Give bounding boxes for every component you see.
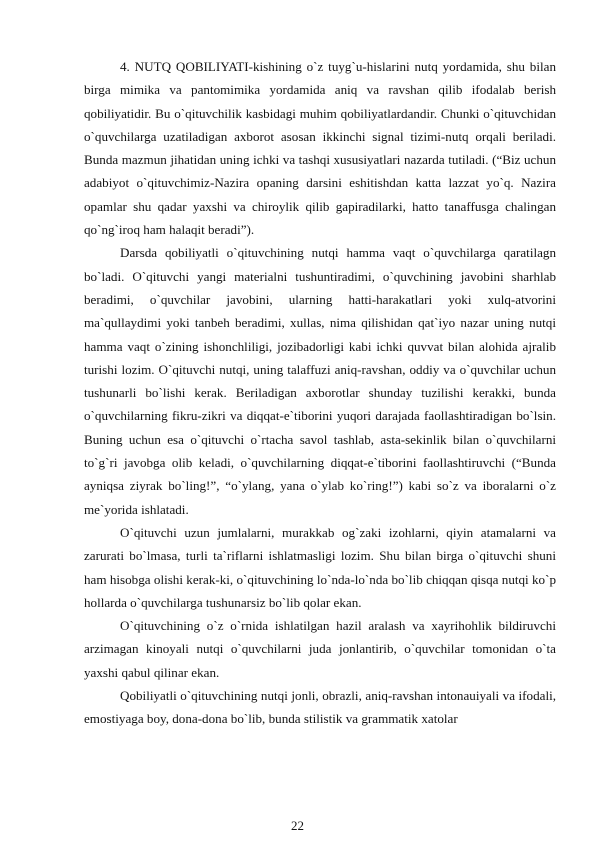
paragraph-humor-in-speech: O`qituvchining o`z o`rnida ishlatilgan hazil aralash va xayrihohlik bildiruvchi arzimagan kinoyali nutqi o`quvchilarni juda jonlantirib, o`quvchilar tomonidan o`ta yaxshi qabul qilinar ekan. [84,618,556,680]
paragraph-teacher-speech-in-class: Darsda qobiliyatli o`qituvchining nutqi hamma vaqt o`quvchilarga qaratilagn bo`ladi. O`qituvchi yangi materialni tushuntiradimi, o`quvchining javobini sharhlab beradimi, o`quvchilar javobini, ularning hatti-harakatlari yoki xulq-atvorini ma`qullaydimi yoki tanbeh beradimi, xullas, nima qilishidan qat`iyo nazar uning nutqi hamma vaqt o`zining ishonchliligi, jozibadorligi kabi ichki quvvat bilan alohida ajralib turishi lozim. O`qituvchi nutqi, uning talaffuzi aniq-ravshan, oddiy va o`quvchilar uchun tushunarli bo`lishi kerak. Beriladigan axborotlar shunday tuzilishi kerakki, bunda o`quvchilarning fikru-zikri va diqqat-e`tiborini yuqori darajada faollashtiradigan bo`lsin. Buning uchun esa o`qituvchi o`rtacha savol tashlab, asta-sekinlik bilan o`quvchilarni to`g`ri javobga olib keladi, o`quvchilarning diqqat-e`tiborini faollashtiruvchi (“Bunda ayniqsa ziyrak bo`ling!”, “o`ylang, yana o`ylab ko`ring!”) kabi so`z va iboralarni o`z me`yorida ishlatadi. [84,245,556,517]
page-number: 22 [291,818,304,833]
paragraph-speech-ability: 4. NUTQ QOBILIYATI-kishining o`z tuyg`u-hislarini nutq yordamida, shu bilan birga mimika va pantomimika yordamida aniq va ravshan qilib ifodalab berish qobiliyatidir. Bu o`qituvchilik kasbidagi muhim qobiliyatlardandir. Chunki o`qituvchidan o`quvchilarga uzatiladigan axborot asosan ikkinchi signal tizimi-nutq orqali beriladi. Bunda mazmun jihatidan uning ichki va tashqi xususiyatlari nazarda tutiladi. (“Biz uchun adabiyot o`qituvchimiz-Nazira opaning darsini eshitishdan katta lazzat yo`q. Nazira opamlar shu qadar yaxshi va chiroylik qilib gapiradilarki, hatto tanaffusga chalingan qo`ng`iroq ham halaqit beradi”). [84,59,556,238]
paragraph-avoid-long-sentences: O`qituvchi uzun jumlalarni, murakkab og`zaki izohlarni, qiyin atamalarni va zarurati bo`lmasa, turli ta`riflarni ishlatmasligi lozim. Shu bilan birga o`qituvchi shuni ham hisobga olishi kerak-ki, o`qituvchining lo`nda-lo`nda bo`lib chiqqan qisqa nutqi ko`p hollarda o`quvchilarga tushunarsiz bo`lib qolar ekan. [84,524,556,610]
paragraph-speech-qualities: Qobiliyatli o`qituvchining nutqi jonli, obrazli, aniq-ravshan intonauiyali va ifodali, emostiyaga boy, dona-dona bo`lib, bunda stilistik va grammatik xatolar [84,688,556,727]
body-text [84,55,556,731]
